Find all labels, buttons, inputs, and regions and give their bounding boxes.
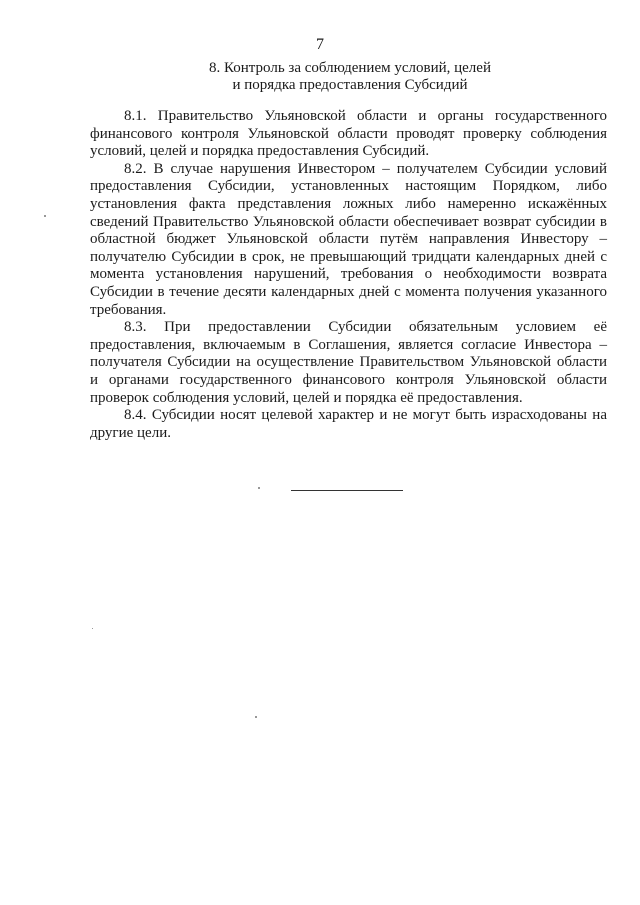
section-body	[90, 108, 607, 442]
scan-speck	[258, 487, 260, 489]
section-heading-line-2: и порядка предоставления Субсидий	[232, 77, 468, 93]
paragraph-8-1: 8.1. Правительство Ульяновской области и органы государственного финансового контроля Ульяновской области проводят проверку соблюдения условий, целей и порядка предоставления Субсидий.	[90, 108, 607, 160]
scan-speck	[255, 716, 257, 718]
paragraph-8-3: 8.3. При предоставлении Субсидии обязательным условием её предоставления, включаемым в Соглашения, является согласие Инвестора – получателя Субсидии на осуществление Правительством Ульяновской области и органами государственного финансового контроля Ульяновской области проверок соблюдения условий, целей и порядка её предоставления.	[90, 319, 607, 406]
page-number: 7	[316, 36, 324, 53]
section-heading	[150, 60, 550, 94]
paragraph-8-4: 8.4. Субсидии носят целевой характер и не могут быть израсходованы на другие цели.	[90, 407, 607, 441]
end-separator-line	[291, 490, 403, 491]
scan-speck	[44, 215, 46, 217]
paragraph-8-2: 8.2. В случае нарушения Инвестором – получателем Субсидии условий предоставления Субсидии, установленных настоящим Порядком, либо установления факта представления ложных либо намеренно искажённых сведений Правительство Ульяновской области обеспечивает возврат субсидии в областной бюджет Ульяновской области путём направления Инвестору – получателю Субсидии в срок, не превышающий тридцати календарных дней с момента установления нарушений, требования о необходимости возврата Субсидии в течение десяти календарных дней с момента получения указанного требования.	[90, 160, 607, 318]
scan-speck	[92, 628, 93, 629]
section-heading-line-1: 8. Контроль за соблюдением условий, целей	[209, 60, 491, 76]
